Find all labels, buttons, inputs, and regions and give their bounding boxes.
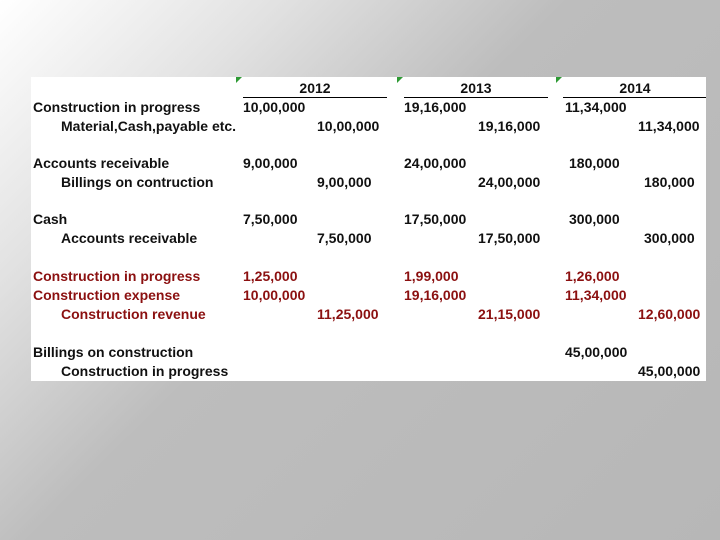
debit-account: Accounts receivable — [33, 155, 170, 171]
cell-comment-marker-icon — [236, 77, 242, 83]
debit-amount-2014: 300,000 — [569, 211, 620, 227]
credit-amount-2012: 7,50,000 — [317, 230, 372, 246]
credit-account: Construction in progress — [61, 363, 229, 379]
debit-account: Construction in progress — [33, 99, 201, 115]
debit-amount-2014: 1,26,000 — [565, 268, 620, 284]
credit-amount-2014: 45,00,000 — [638, 363, 701, 379]
debit-account: Billings on construction — [33, 344, 194, 360]
debit-account: Construction in progress — [33, 268, 201, 284]
credit-amount-2014: 11,34,000 — [638, 118, 700, 134]
debit-amount-2014: 180,000 — [569, 155, 620, 171]
debit-account: Construction expense — [33, 287, 181, 303]
credit-amount-2012: 10,00,000 — [317, 118, 380, 134]
debit-amount-2014: 11,34,000 — [565, 99, 627, 115]
credit-amount-2014: 300,000 — [644, 230, 695, 246]
debit-amount-2012: 7,50,000 — [243, 211, 298, 227]
credit-account: Accounts receivable — [61, 230, 198, 246]
debit-amount-2013: 19,16,000 — [404, 287, 467, 303]
debit-amount-2012: 10,00,000 — [243, 99, 306, 115]
credit-amount-2014: 180,000 — [644, 174, 695, 190]
debit-amount-2014: 45,00,000 — [565, 344, 628, 360]
year-header-2014: 2014 — [619, 80, 651, 96]
credit-amount-2013: 24,00,000 — [478, 174, 541, 190]
credit-amount-2013: 17,50,000 — [478, 230, 541, 246]
debit-amount-2014: 11,34,000 — [565, 287, 627, 303]
cell-comment-marker-icon — [556, 77, 562, 83]
debit-amount-2013: 19,16,000 — [404, 99, 467, 115]
credit-amount-2012: 9,00,000 — [317, 174, 372, 190]
credit-amount-2014: 12,60,000 — [638, 306, 701, 322]
credit-account: Construction revenue — [61, 306, 206, 322]
debit-amount-2012: 10,00,000 — [243, 287, 306, 303]
year-header-2013: 2013 — [460, 80, 492, 96]
journal-entries-table — [31, 77, 706, 381]
credit-amount-2013: 19,16,000 — [478, 118, 541, 134]
credit-amount-2013: 21,15,000 — [478, 306, 541, 322]
credit-account: Material,Cash,payable etc. — [61, 118, 237, 134]
debit-amount-2013: 1,99,000 — [404, 268, 459, 284]
credit-amount-2012: 11,25,000 — [317, 306, 379, 322]
cell-comment-marker-icon — [397, 77, 403, 83]
debit-amount-2012: 9,00,000 — [243, 155, 298, 171]
year-header-2012: 2012 — [299, 80, 331, 96]
debit-amount-2013: 24,00,000 — [404, 155, 467, 171]
debit-amount-2012: 1,25,000 — [243, 268, 298, 284]
debit-amount-2013: 17,50,000 — [404, 211, 467, 227]
credit-account: Billings on contruction — [61, 174, 214, 190]
debit-account: Cash — [33, 211, 68, 227]
